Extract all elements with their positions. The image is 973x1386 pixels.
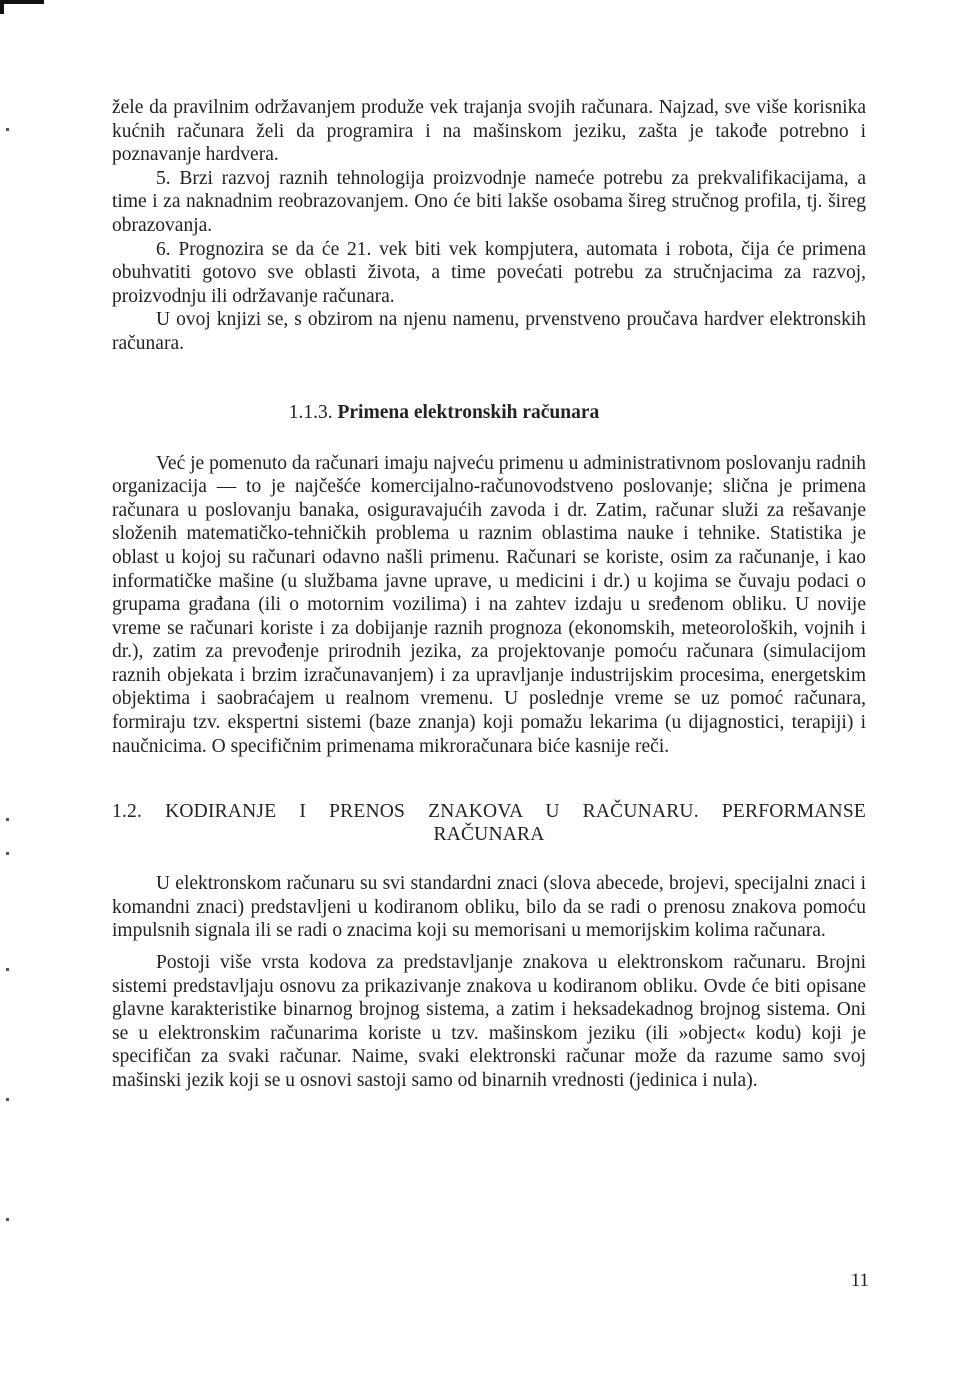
paragraph: Postoji više vrsta kodova za predstavljanje znakova u elektronskom računaru. Brojni sistemi predstavljaju osnovu za prikazivanje znakova u kodiranom obliku. Ovde će biti opisane glavne karakteristike binarnog brojnog sistema, a zatim i heksadekadnog brojnog sistema. Oni se u elektronskim računarima koriste u tzv. mašinskom jeziku (ili »object« kodu) koji je specifičan za svaki računar. Naime, svaki elektronski računar može da razume samo svoj mašinski jezik koji se u osnovi sastoji samo od binarnih vrednosti (jedinica i nula).	[112, 952, 866, 1091]
paragraph: Već je pomenuto da računari imaju najveću primenu u administrativnom poslovanju radnih organizacija — to je najčešće komercijalno-računovodstveno poslovanje; slična je primena računara u poslovanju banaka, osiguravajućih zavoda i dr. Zatim, računar služi za rešavanje složenih matematičko-tehničkih problema u raznim oblastima nauke i tehnike. Statistika je oblast u kojoj su računari odavno našli primenu. Računari se koriste, osim za računanje, i kao informatičke mašine (u službama javne uprave, u medicini i dr.) u kojima se čuvaju podaci o grupama građana (ili o motornim vozilima) i na zahtev izdaju u sređenom obliku. U novije vreme se računari koriste i za dobijanje raznih prognoza (ekonomskih, meteoroloških, vojnih i dr.), zatim za prevođenje prirodnih jezika, za projektovanje pomoću računara (simulacijom raznih objekata i brzim izračunavanjem) i za upravljanje industrijskim procesima, energetskim objektima i saobraćajem u realnom vremenu. U poslednje vreme se uz pomoć računara, formiraju tzv. ekspertni sistemi (baze znanja) koji pomažu lekarima (u dijagnostici, terapiji) i naučnicima. O specifičnim primenama mikroračunara biće kasnije reči.	[112, 452, 866, 757]
page-body	[112, 96, 866, 1093]
subsection-heading	[112, 402, 866, 424]
paragraph: 5. Brzi razvoj raznih tehnologija proizvodnje nameće potrebu za prekvalifikacijama, a time i za naknadnim reobrazovanjem. Ono će biti lakše osobama šireg stručnog profila, tj. šireg obrazovanja.	[112, 167, 866, 236]
margin-dot	[6, 852, 9, 855]
subsection-title: Primena elektronskih računara	[337, 401, 600, 423]
margin-dot	[6, 1098, 9, 1101]
paragraph: 6. Prognozira se da će 21. vek biti vek kompjutera, automata i robota, čija će primena obuhvatiti gotovo sve oblasti života, a time povećati potrebu za stručnjacima za razvoj, proizvodnju ili održavanje računara.	[112, 238, 866, 307]
section-title-line2: RAČUNARA	[433, 824, 545, 846]
margin-dot	[6, 968, 9, 971]
paragraph: U ovoj knjizi se, s obzirom na njenu namenu, prvenstveno proučava hardver elektronskih računara.	[112, 309, 866, 354]
bottom-paragraphs	[112, 872, 866, 1092]
subsection-number: 1.1.3.	[288, 401, 333, 423]
page-number: 11	[850, 1270, 869, 1291]
margin-dot	[6, 818, 9, 821]
scan-corner-mark	[0, 0, 44, 14]
section-heading	[112, 800, 866, 846]
paragraph: U elektronskom računaru su svi standardni znaci (slova abecede, brojevi, specijalni znaci i komandni znaci) predstavljeni u kodiranom obliku, bilo da se radi o prenosu znakova pomoću impulsnih signala ili se radi o znacima koji su memorisani u memorijskim kolima računara.	[112, 873, 866, 942]
mid-paragraphs	[112, 452, 866, 759]
top-paragraphs	[112, 96, 866, 356]
margin-dot	[6, 128, 9, 131]
margin-dot	[6, 1218, 9, 1221]
section-title-line1: 1.2. KODIRANJE I PRENOS ZNAKOVA U RAČUNARU. PERFORMANSE	[112, 801, 866, 823]
paragraph: žele da pravilnim održavanjem produže vek trajanja svojih računara. Najzad, sve više korisnika kućnih računara želi da programira i na mašinskom jeziku, zašta je takođe potrebno i poznavanje hardvera.	[112, 97, 866, 166]
